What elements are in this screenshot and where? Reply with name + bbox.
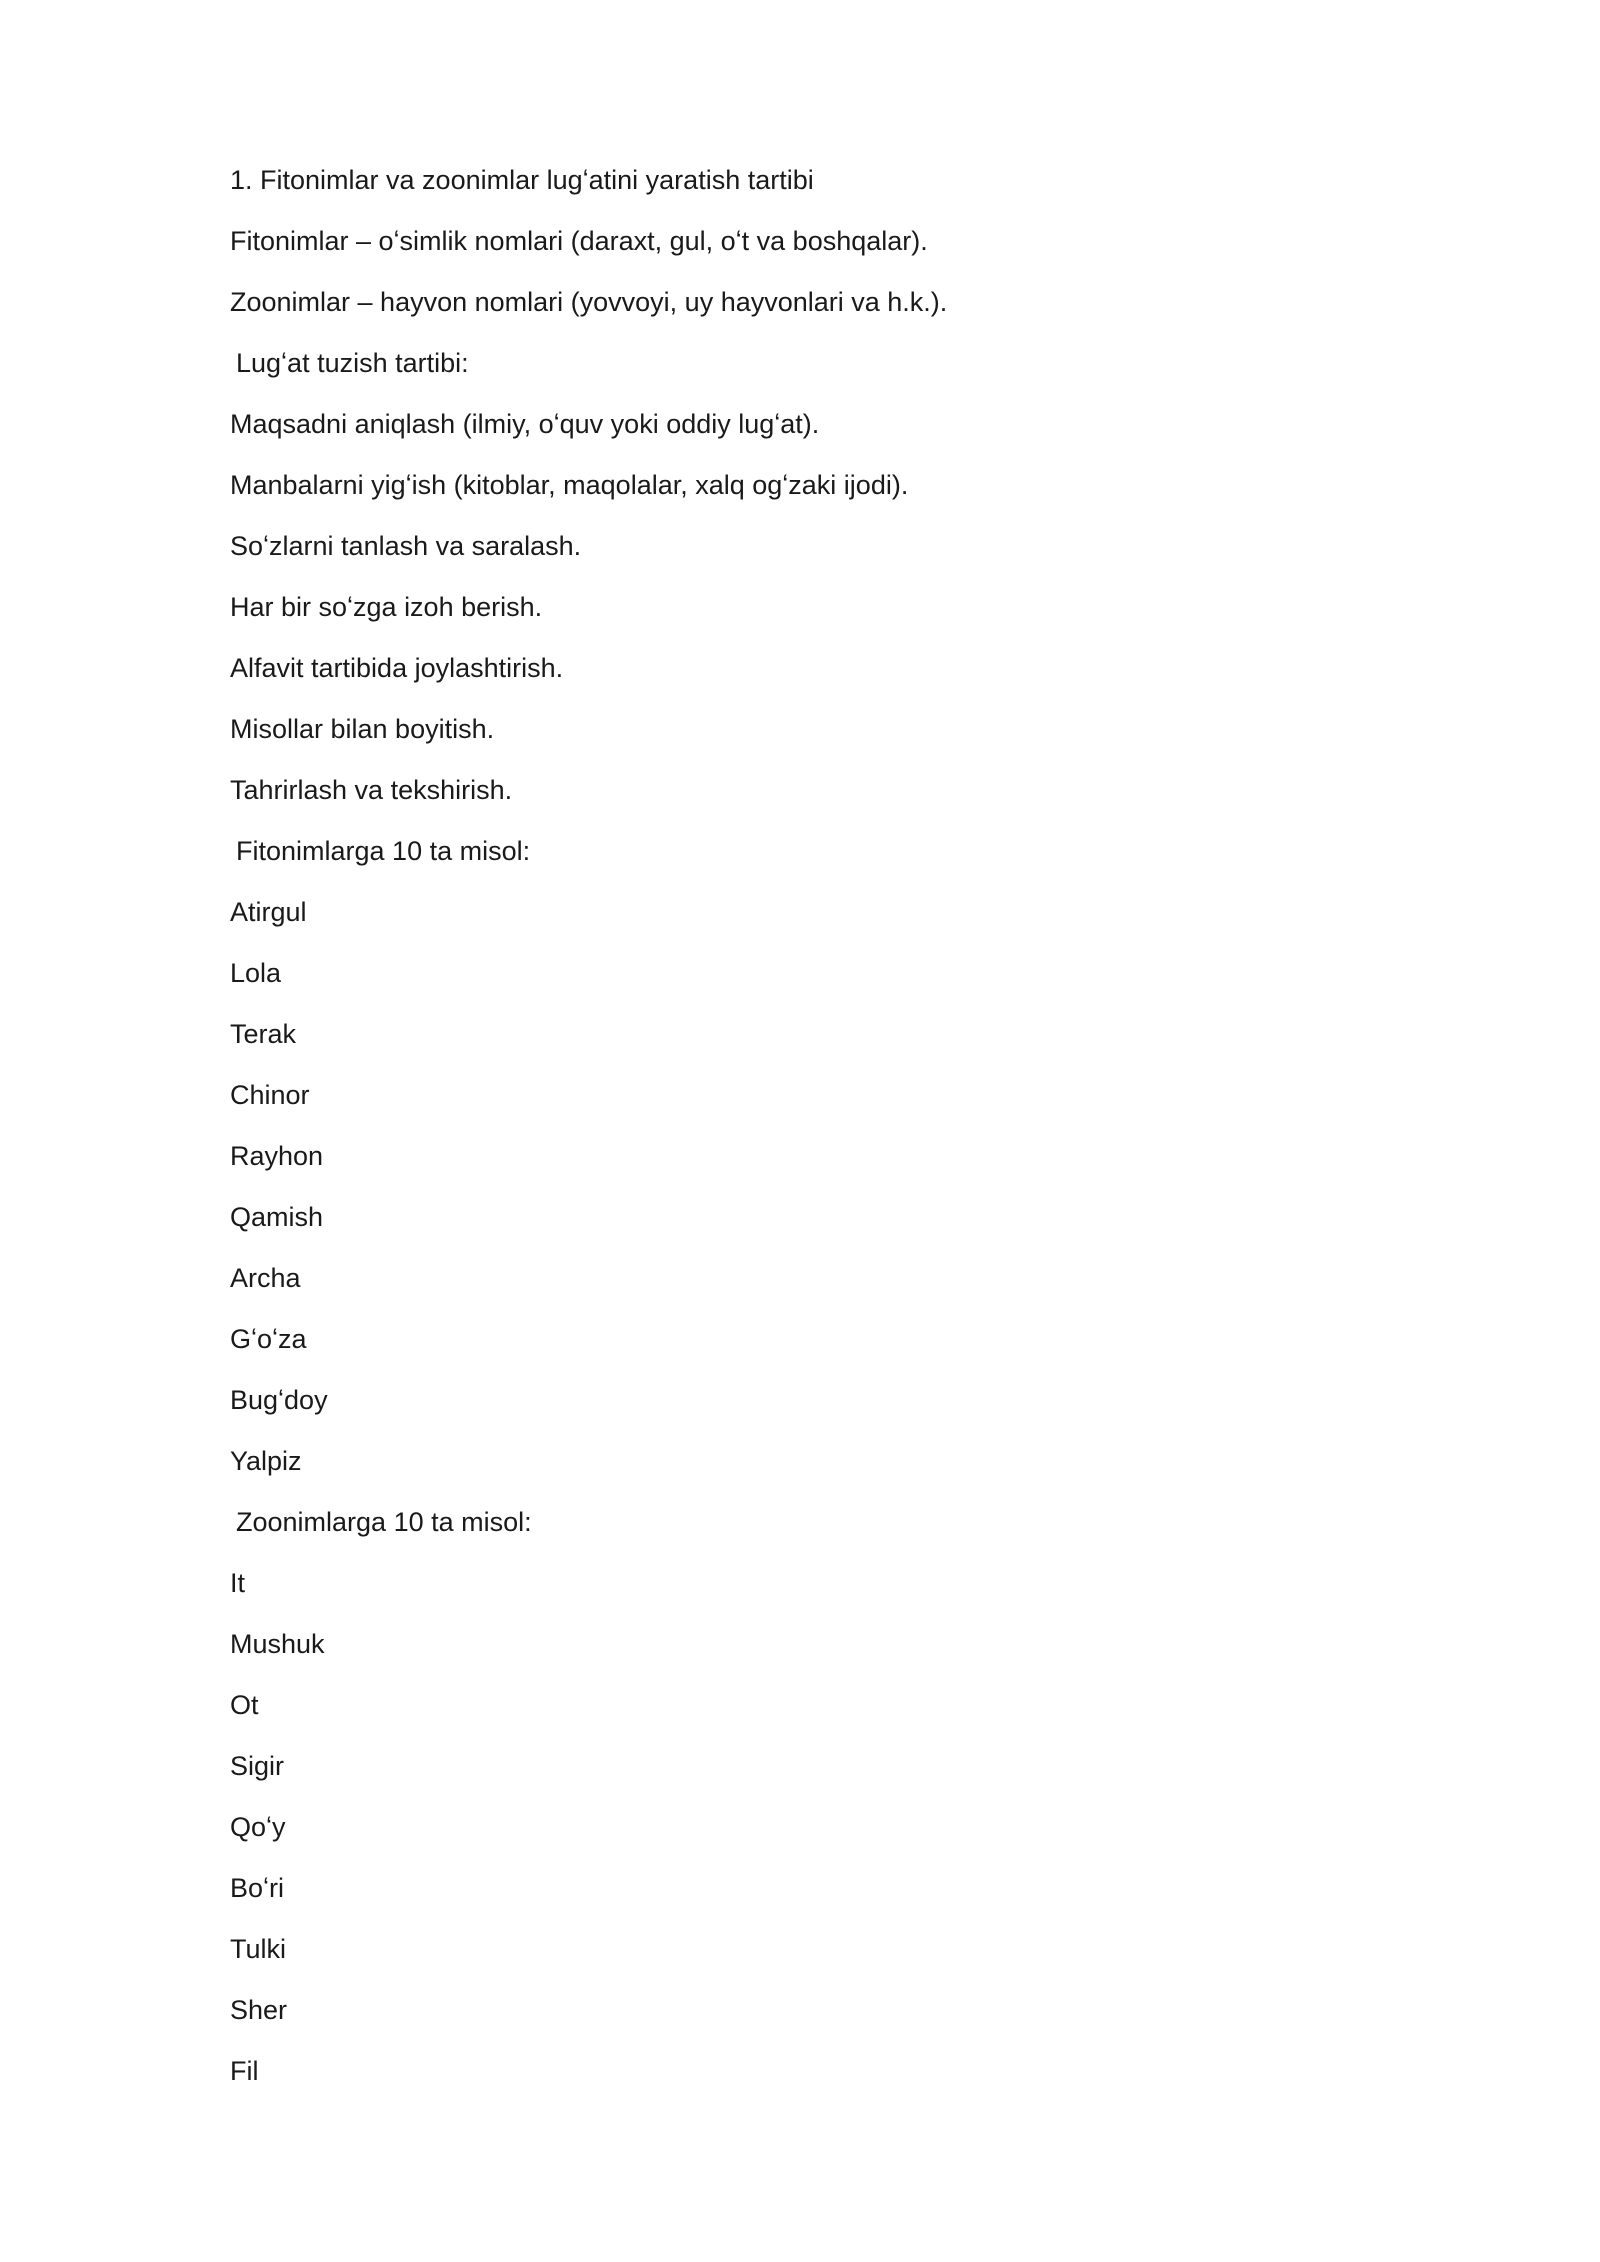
phytonym-item: Chinor [230,1080,310,1110]
procedure-step: Har bir soʻzga izoh berish. [230,592,543,622]
definition-phytonyms: Fitonimlar – oʻsimlik nomlari (daraxt, gul, oʻt va boshqalar). [230,226,928,256]
zoonym-item: Mushuk [230,1629,325,1659]
zoonym-item: Fil [230,2056,259,2086]
zoonym-item: Qoʻy [230,1812,286,1842]
document-body [230,150,1430,2102]
phytonym-item: Lola [230,958,282,988]
zoonym-item: Sigir [230,1751,285,1781]
procedure-step: Alfavit tartibida joylashtirish. [230,653,564,683]
phytonym-item: Bugʻdoy [230,1385,328,1415]
phytonym-item: Qamish [230,1202,324,1232]
zoonym-item: Sher [230,1995,288,2025]
procedure-title: Lugʻat tuzish tartibi: [236,348,469,378]
document-heading: 1. Fitonimlar va zoonimlar lugʻatini yaratish tartibi [230,165,814,195]
zoonym-item: It [230,1568,246,1598]
phytonyms-title: Fitonimlarga 10 ta misol: [236,836,531,866]
phytonym-item: Yalpiz [230,1446,302,1476]
procedure-step: Manbalarni yigʻish (kitoblar, maqolalar, xalq ogʻzaki ijodi). [230,470,909,500]
zoonym-item: Tulki [230,1934,287,1964]
procedure-step: Soʻzlarni tanlash va saralash. [230,531,582,561]
phytonym-item: Terak [230,1019,297,1049]
zoonym-item: Boʻri [230,1873,285,1903]
zoonym-item: Ot [230,1690,259,1720]
procedure-step: Misollar bilan boyitish. [230,714,495,744]
phytonym-item: Rayhon [230,1141,324,1171]
phytonym-item: Gʻoʻza [230,1324,307,1354]
procedure-step: Maqsadni aniqlash (ilmiy, oʻquv yoki oddiy lugʻat). [230,409,820,439]
procedure-step: Tahrirlash va tekshirish. [230,775,513,805]
phytonym-item: Atirgul [230,897,307,927]
zoonyms-title: Zoonimlarga 10 ta misol: [236,1507,532,1537]
phytonym-item: Archa [230,1263,301,1293]
definition-zoonyms: Zoonimlar – hayvon nomlari (yovvoyi, uy hayvonlari va h.k.). [230,287,948,317]
